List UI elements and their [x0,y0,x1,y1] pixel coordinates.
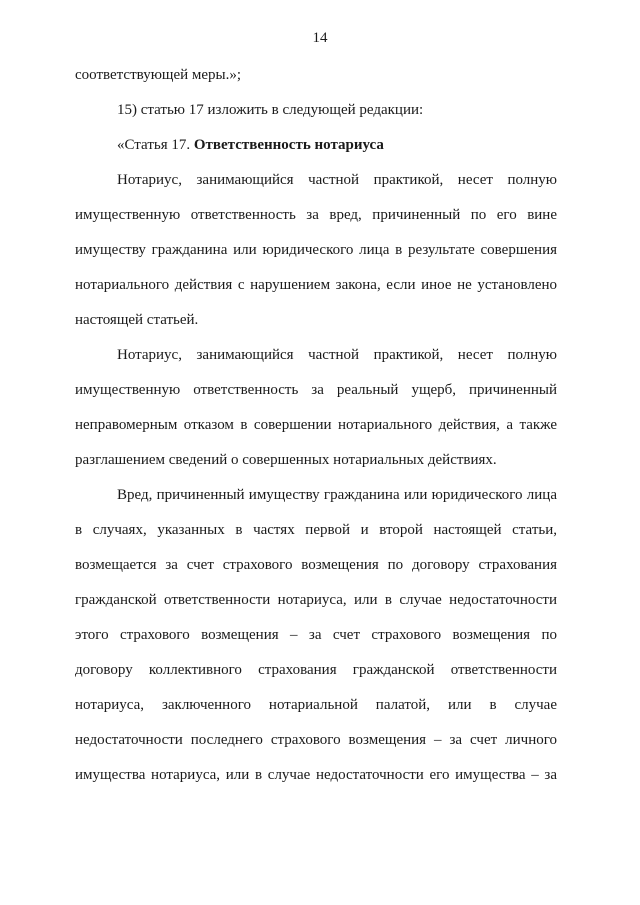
text-line: имущественную ответственность за реальный ущерб, причиненный [75,382,557,398]
text-line: Нотариус, занимающийся частной практикой, несет полную [117,347,557,363]
text-line: Вред, причиненный имуществу гражданина или юридического лица [117,487,557,503]
text-line: имуществу гражданина или юридического лица в результате совершения [75,242,557,258]
text-line: возмещается за счет страхового возмещения по договору страхования [75,557,557,573]
text-line: недостаточности последнего страхового возмещения – за счет личного [75,732,557,748]
article-heading-prefix: «Статья 17. [117,137,194,153]
text-line: договору коллективного страхования гражданской ответственности [75,662,557,678]
text-line: имущественную ответственность за вред, причиненный по его вине [75,207,557,223]
text-line: в случаях, указанных в частях первой и второй настоящей статьи, [75,522,557,538]
text-line: гражданской ответственности нотариуса, или в случае недостаточности [75,592,557,608]
article-heading-title: Ответственность нотариуса [193,137,384,153]
article-heading [117,136,384,154]
text-line: разглашением сведений о совершенных нотариальных действиях. [75,452,497,468]
text-line: настоящей статьей. [75,312,199,328]
text-line: имущества нотариуса, или в случае недостаточности его имущества – за [75,767,557,783]
text-line: Нотариус, занимающийся частной практикой, несет полную [117,172,557,188]
text-line: соответствующей меры.»; [75,67,242,83]
text-line: 15) статью 17 изложить в следующей редакции: [117,102,424,118]
text-line: неправомерным отказом в совершении нотариального действия, а также [75,417,557,433]
text-line: нотариального действия с нарушением закона, если иное не установлено [75,277,557,293]
text-line: нотариуса, заключенного нотариальной палатой, или в случае [75,697,557,713]
page-number: 14 [312,30,328,46]
text-line: этого страхового возмещения – за счет страхового возмещения по [75,627,557,643]
